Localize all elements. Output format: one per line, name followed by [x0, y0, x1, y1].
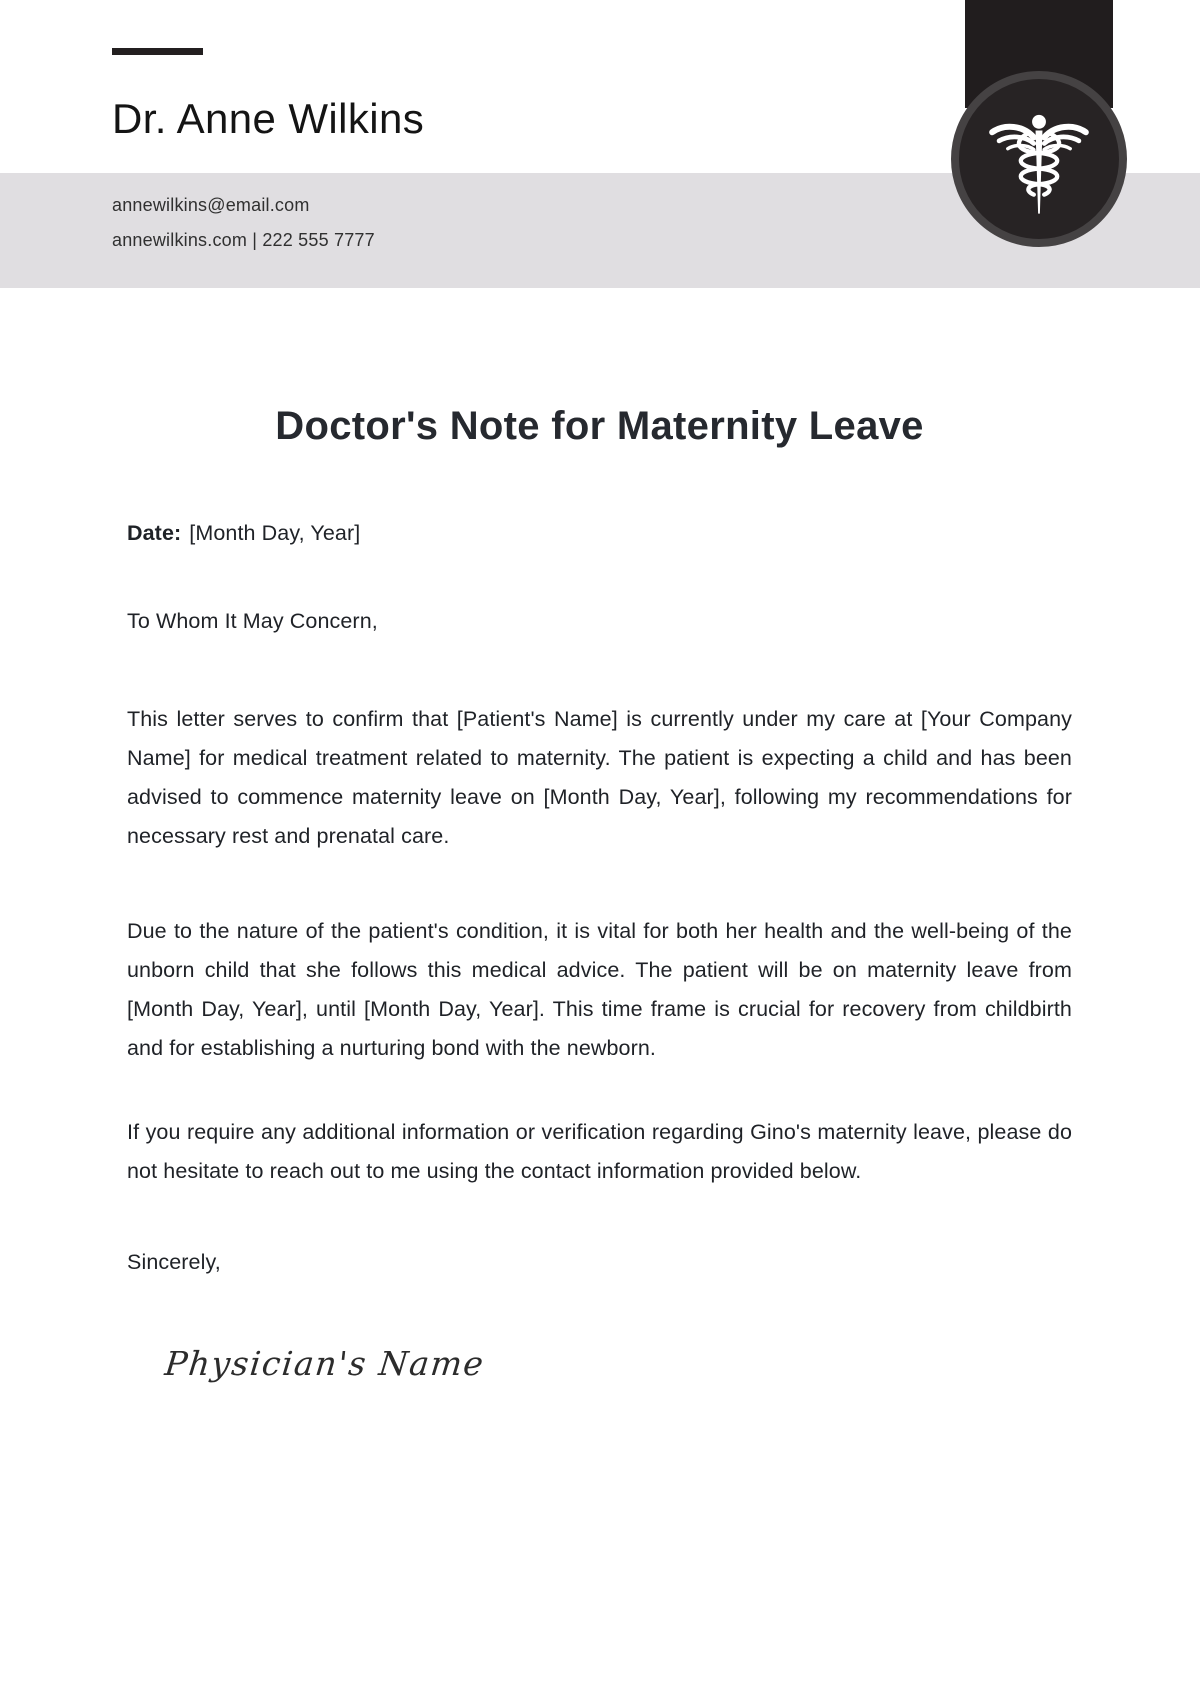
logo-badge: [951, 71, 1127, 247]
date-value: [Month Day, Year]: [189, 521, 361, 545]
salutation: To Whom It May Concern,: [127, 609, 378, 633]
date-label: Date:: [127, 521, 182, 545]
doctor-name: Dr. Anne Wilkins: [112, 95, 425, 142]
accent-dash: [112, 48, 203, 55]
letter-title: Doctor's Note for Maternity Leave: [275, 404, 924, 448]
contact-email: annewilkins@email.com: [112, 195, 310, 215]
closing: Sincerely,: [127, 1250, 221, 1274]
caduceus-icon: [987, 109, 1091, 223]
letter-body: [127, 288, 1072, 1388]
body-paragraph: This letter serves to confirm that [Patient's Name] is currently under my care at [Your Company Name] for medical treatment related to maternity. The patient is expecting a child and has been advised to commence maternity leave on [Month Day, Year], following my recommendations for necessary rest and prenatal care.: [127, 707, 1072, 848]
body-paragraph: Due to the nature of the patient's condition, it is vital for both her health and the well-being of the unborn child that she follows this medical advice. The patient will be on maternity leave from [Month Day, Year], until [Month Day, Year]. This time frame is crucial for recovery from childbirth and for establishing a nurturing bond with the newborn.: [127, 919, 1072, 1060]
date-line: [127, 514, 1072, 553]
signature: Physician's Name: [163, 1344, 487, 1383]
body-paragraph: If you require any additional information or verification regarding Gino's maternity leave, please do not hesitate to reach out to me using the contact information provided below.: [127, 1120, 1072, 1183]
contact-website-phone: annewilkins.com | 222 555 7777: [112, 230, 375, 250]
